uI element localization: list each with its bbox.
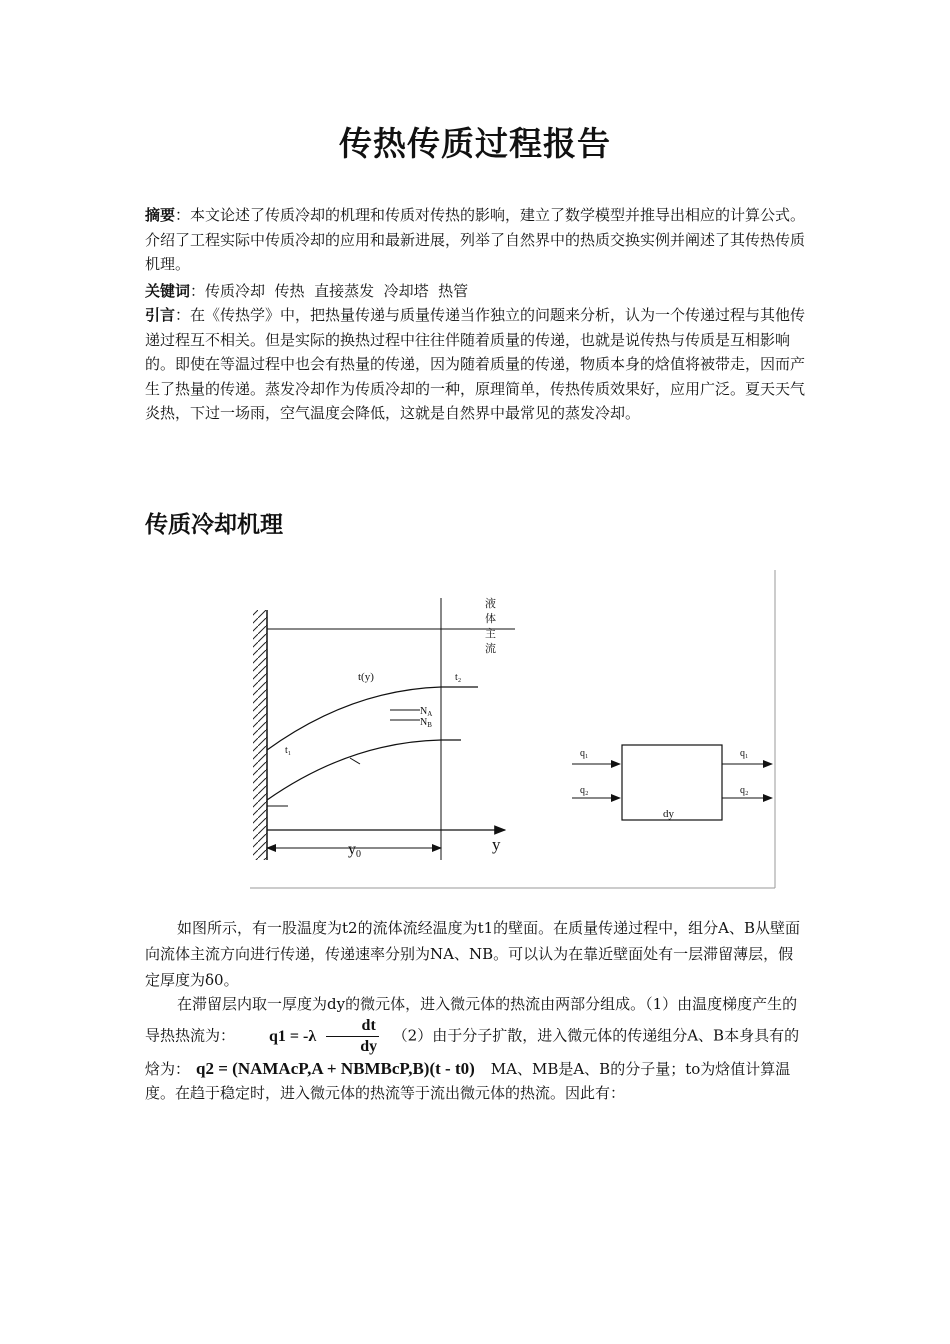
eq1-denominator: dy bbox=[360, 1038, 378, 1055]
q2-out-label: q₂ bbox=[740, 785, 749, 796]
ty-label: t(y) bbox=[358, 671, 374, 683]
t2-label: t₂ bbox=[455, 672, 462, 683]
nb-label: $N_B$ bbox=[420, 717, 432, 729]
section-heading: 传质冷却机理 bbox=[145, 512, 283, 538]
na-label: $N_A$ bbox=[420, 706, 433, 718]
paragraph-1: 如图所示，有一股温度为t2的流体流经温度为t1的壁面。在质量传递过程中，组分A、B从壁面向流体主流方向进行传递，传递速率分别为NA、NB。可以认为在靠近壁面处有一层滞留薄层，假定厚度为δ0。 bbox=[145, 919, 801, 989]
abstract-text: ：本文论述了传质冷却的机理和传质对传热的影响，建立了数学模型并推导出相应的计算公式。介绍了工程实际中传质冷却的应用和最新进展，列举了自然界中的热质交换实例并阐述了其传热传质机理。 bbox=[145, 206, 806, 273]
liquid-label-2: 体 bbox=[485, 613, 496, 625]
paragraph-2 bbox=[145, 992, 807, 1105]
eq1-lhs: q1 = -λ bbox=[269, 1027, 317, 1045]
y-axis-label: y bbox=[492, 835, 501, 854]
eq1-fraction bbox=[326, 1016, 379, 1057]
intro-label: 引言 bbox=[145, 306, 176, 324]
eq1-numerator: dt bbox=[326, 1016, 379, 1037]
concentration-curve bbox=[267, 740, 461, 800]
abstract-label: 摘要 bbox=[145, 206, 176, 224]
dy-label: dy bbox=[663, 808, 674, 820]
y0-label: y0 bbox=[348, 841, 361, 860]
q1-in-label: q₁ bbox=[580, 748, 589, 759]
intro-text: ：在《传热学》中，把热量传递与质量传递当作独立的问题来分析，认为一个传递过程与其他传递过程互不相关。但是实际的换热过程中往往伴随着质量的传递，也就是说传热与传质是互相影响的。即使在等温过程中也会有热量的传递，因为随着质量的传递，物质本身的焓值将被带走，因而产生了热量的传递。蒸发冷却作为传质冷却的一种，原理简单，传热传质效果好，应用广泛。夏天天气炎热，下过一场雨，空气温度会降低，这就是自然界中最常见的蒸发冷却。 bbox=[145, 306, 806, 422]
abstract-paragraph bbox=[145, 203, 807, 277]
paragraph-2-c: MA、MB是A、B的分子量；to为焓值计算温度。在趋于稳定时，进入微元体的热流等于流出微元体的热流。因此有： bbox=[145, 1060, 791, 1102]
paragraph-2-a: 在滞留层内取一厚度为dy的微元体，进入微元体的热流由两部分组成。（1）由温度梯度产生的导热热流为： bbox=[145, 995, 798, 1045]
keywords-label: 关键词 bbox=[145, 282, 191, 300]
q1-out-label: q₁ bbox=[740, 748, 749, 759]
q2-in-label: q₂ bbox=[580, 785, 589, 796]
mass-transfer-figure bbox=[250, 570, 777, 890]
intro-paragraph bbox=[145, 303, 807, 426]
liquid-label-1: 液 bbox=[485, 598, 496, 610]
page-title: 传热传质过程报告 bbox=[339, 124, 611, 163]
keywords-paragraph bbox=[145, 279, 807, 304]
paragraph-2-b: （2）由于分子扩散，进入微元体的传递组分A、B本身具有的焓为： bbox=[145, 1026, 800, 1078]
t1-label: t₁ bbox=[285, 745, 292, 756]
eq2: q2 = (NAMAcP,A + NBMBcP,B)(t - t0) bbox=[196, 1059, 475, 1078]
liquid-label-4: 流 bbox=[485, 643, 496, 655]
wall-hatch bbox=[253, 610, 267, 860]
eq1 bbox=[235, 1025, 318, 1049]
liquid-label-3: 主 bbox=[485, 628, 496, 640]
keywords-text: ：传质冷却 传热 直接蒸发 冷却塔 热管 bbox=[190, 282, 469, 300]
